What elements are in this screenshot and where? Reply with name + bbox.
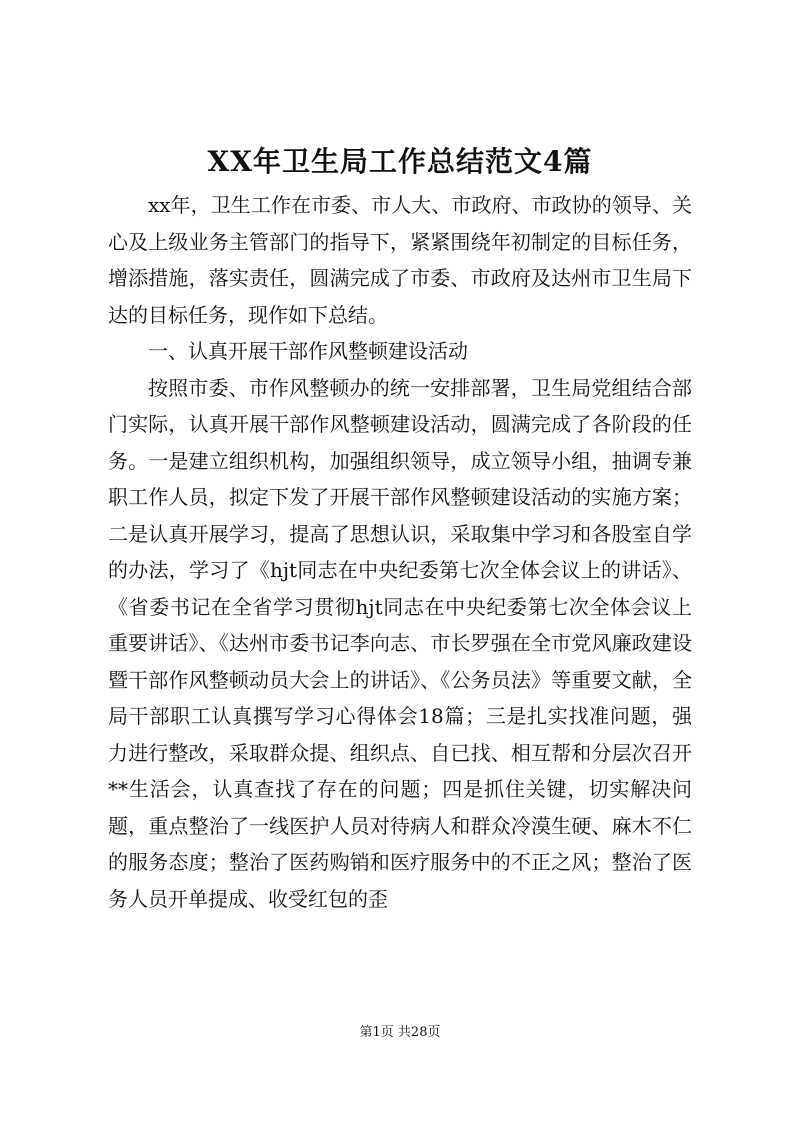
paragraph-intro: xx年，卫生工作在市委、市人大、市政府、市政协的领导、关心及上级业务主管部门的指导下，紧紧围绕年初制定的目标任务，增添措施，落实责任，圆满完成了市委、市政府及达州市卫生局下达的目标任务，现作如下总结。 — [108, 193, 692, 327]
section-heading: 一、认真开展干部作风整顿建设活动 — [148, 339, 468, 363]
paragraph-section-1: 按照市委、市作风整顿办的统一安排部署，卫生局党组结合部门实际，认真开展干部作风整顿建设活动，圆满完成了各阶段的任务。一是建立组织机构，加强组织领导，成立领导小组，抽调专兼职工作人员，拟定下发了开展干部作风整顿建设活动的实施方案；二是认真开展学习，提高了思想认识，采取集中学习和各股室自学的办法，学习了《hjt同志在中央纪委第七次全体会议上的讲话》、《省委书记在全省学习贯彻hjt同志在中央纪委第七次全体会议上重要讲话》、《达州市委书记李向志、市长罗强在全市党风廉政建设暨干部作风整顿动员大会上的讲话》、《公务员法》等重要文献，全局干部职工认真撰写学习心得体会18篇；三是扎实找准问题，强力进行整改，采取群众提、组织点、自已找、相互帮和分层次召开**生活会，认真查找了存在的问题；四是抓住关键，切实解决问题，重点整治了一线医护人员对待病人和群众冷漠生硬、麻木不仁的服务态度；整治了医药购销和医疗服务中的不正之风；整治了医务人员开单提成、收受红包的歪 — [108, 375, 692, 911]
document-body — [108, 187, 692, 917]
document-title: XX年卫生局工作总结范文4篇 — [207, 145, 593, 178]
page-footer: 第1页 共28页 — [359, 1025, 441, 1040]
